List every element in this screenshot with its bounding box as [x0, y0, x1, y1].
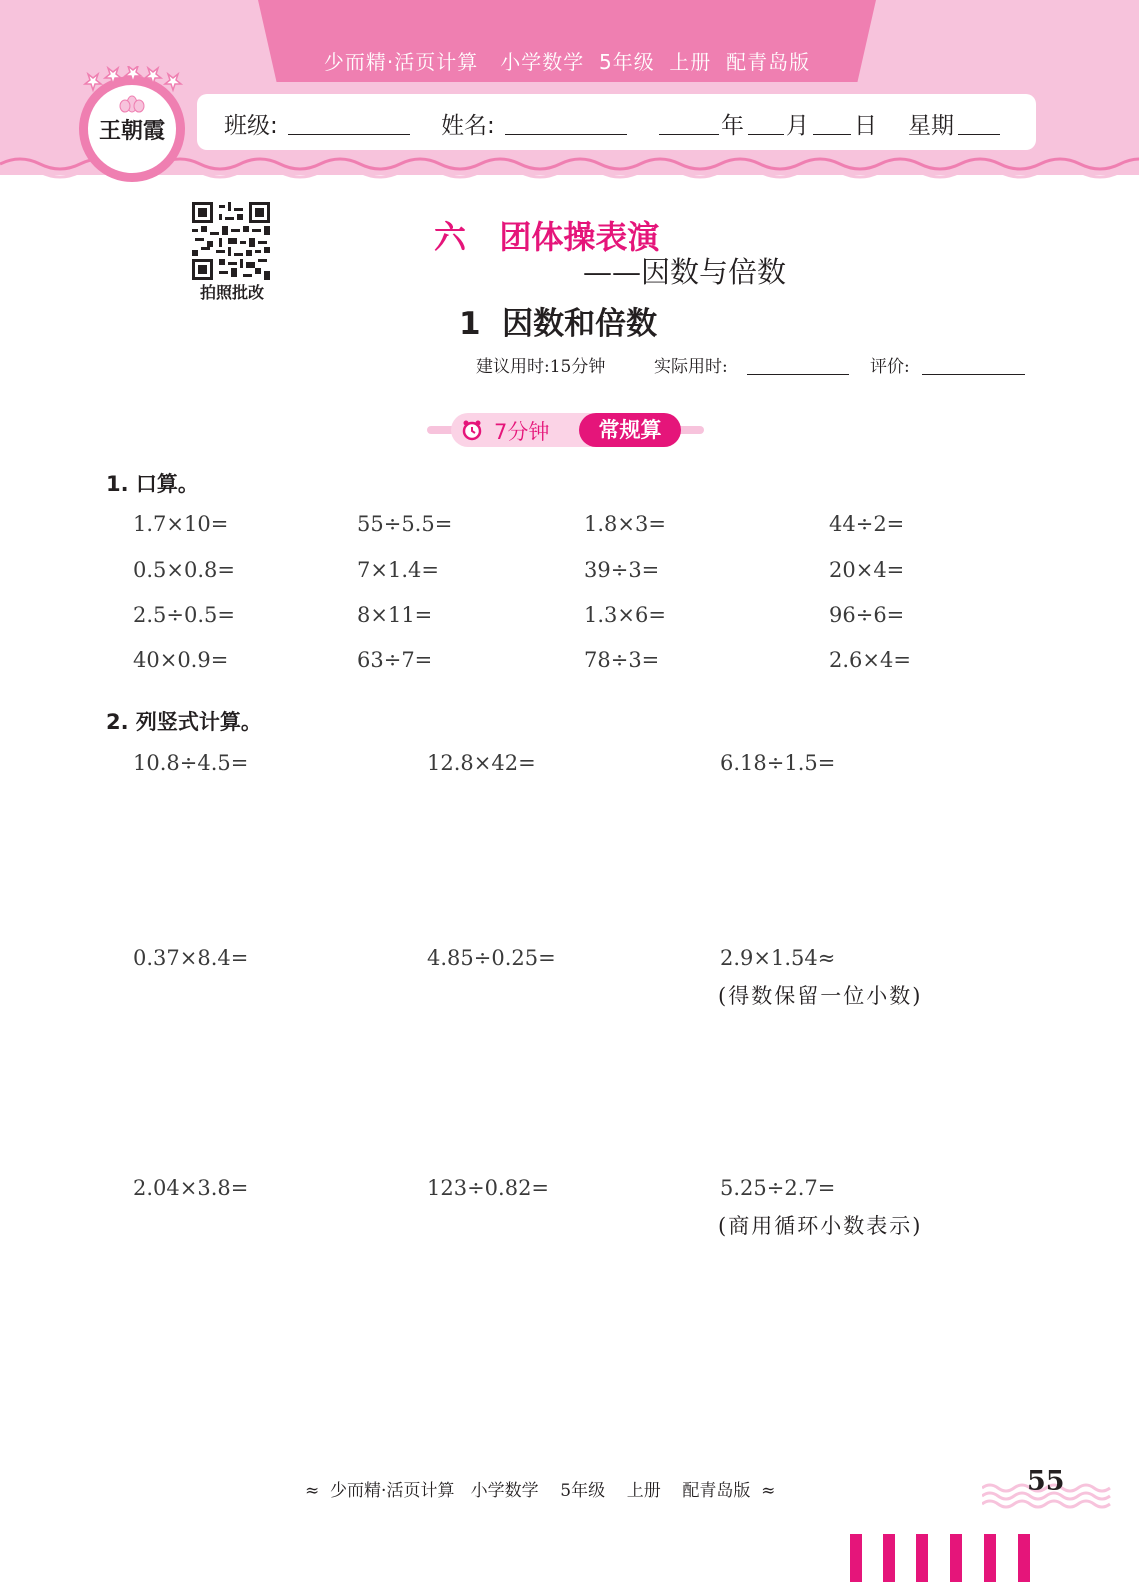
question-1-title: 1. 口算。: [106, 472, 199, 496]
weekday-field[interactable]: [958, 134, 1000, 135]
actual-time-label: 实际用时:: [654, 357, 728, 377]
oral-problem: 44÷2=: [829, 512, 905, 536]
footer-stripe: [850, 1534, 862, 1582]
page-number: 55: [1027, 1466, 1065, 1497]
vertical-problem: 2.9×1.54≈: [720, 946, 836, 970]
oral-problem: 1.8×3=: [584, 512, 666, 536]
month-label: 月: [786, 113, 809, 139]
oral-problem: 55÷5.5=: [357, 512, 453, 536]
badge-tag: 常规算: [579, 413, 681, 447]
year-field[interactable]: [659, 134, 719, 135]
repeating-decimal-note: (商用循环小数表示): [718, 1214, 923, 1238]
oral-problem: 2.5÷0.5=: [133, 603, 235, 627]
oral-problem: 96÷6=: [829, 603, 905, 627]
vertical-problem: 2.04×3.8=: [133, 1176, 249, 1200]
year-label: 年: [721, 113, 744, 139]
footer-stripe: [984, 1534, 996, 1582]
oral-problem: 1.7×10=: [133, 512, 229, 536]
vertical-problem: 123÷0.82=: [427, 1176, 550, 1200]
student-info-bar: [197, 94, 1036, 150]
suggested-time: 建议用时:15分钟: [476, 357, 606, 377]
class-label: 班级:: [224, 113, 278, 139]
oral-problem: 39÷3=: [584, 558, 660, 582]
badge-time: 7分钟: [494, 420, 550, 444]
oral-problem: 40×0.9=: [133, 648, 229, 672]
day-label: 日: [854, 113, 877, 139]
qr-label: 拍照批改: [199, 283, 264, 302]
unit-title: 六 团体操表演: [434, 218, 660, 256]
question-2-title: 2. 列竖式计算。: [106, 710, 262, 734]
footer-stripe: [883, 1534, 895, 1582]
vertical-problem: 4.85÷0.25=: [427, 946, 556, 970]
qr-code-icon[interactable]: [192, 202, 270, 280]
unit-subtitle: ——因数与倍数: [583, 255, 787, 289]
footer-stripe: [916, 1534, 928, 1582]
oral-problem: 0.5×0.8=: [133, 558, 235, 582]
clock-icon: [460, 418, 484, 442]
name-field[interactable]: [505, 134, 627, 135]
vertical-problem: 0.37×8.4=: [133, 946, 249, 970]
oral-problem: 20×4=: [829, 558, 905, 582]
oral-problem: 7×1.4=: [357, 558, 439, 582]
logo-name: 王朝霞: [98, 118, 165, 144]
month-field[interactable]: [748, 134, 784, 135]
lotus-icon: [118, 95, 146, 113]
vertical-problem: 5.25÷2.7=: [720, 1176, 836, 1200]
day-field[interactable]: [813, 134, 851, 135]
name-label: 姓名:: [441, 113, 495, 139]
star-icon-row: [83, 66, 183, 94]
rating-field[interactable]: [922, 374, 1025, 375]
weekday-label: 星期: [908, 113, 954, 139]
header-title: 少而精·活页计算 小学数学 5年级 上册 配青岛版: [323, 50, 811, 74]
oral-problem: 78÷3=: [584, 648, 660, 672]
footer-stripe: [1018, 1534, 1030, 1582]
class-field[interactable]: [288, 134, 410, 135]
lesson-title: 1 因数和倍数: [459, 306, 658, 342]
rounding-note: (得数保留一位小数): [718, 984, 923, 1008]
footer-title: ≈ 少而精·活页计算 小学数学 5年级 上册 配青岛版 ≈: [305, 1481, 776, 1501]
vertical-problem: 10.8÷4.5=: [133, 751, 249, 775]
vertical-problem: 12.8×42=: [427, 751, 536, 775]
oral-problem: 1.3×6=: [584, 603, 666, 627]
actual-time-field[interactable]: [747, 374, 849, 375]
oral-problem: 8×11=: [357, 603, 433, 627]
oral-problem: 63÷7=: [357, 648, 433, 672]
vertical-problem: 6.18÷1.5=: [720, 751, 836, 775]
rating-label: 评价:: [870, 357, 910, 377]
oral-problem: 2.6×4=: [829, 648, 911, 672]
footer-stripe: [950, 1534, 962, 1582]
